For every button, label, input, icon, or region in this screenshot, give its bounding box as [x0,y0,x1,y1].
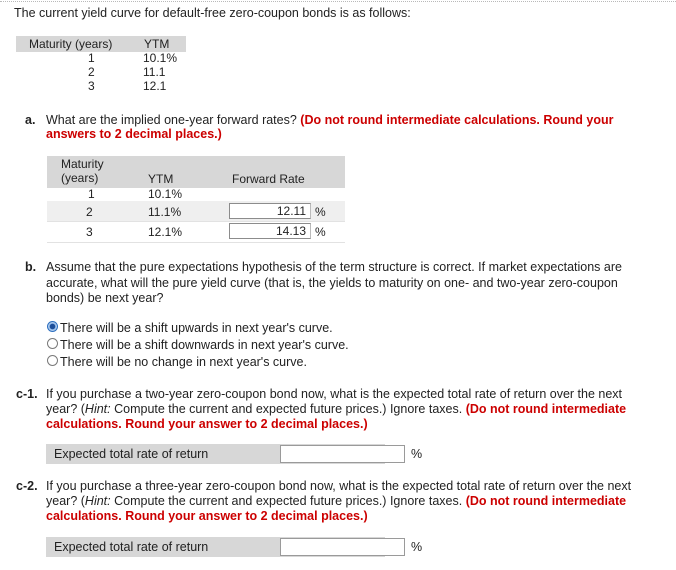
forward-row-ytm: 12.1% [148,225,183,239]
part-a-question-text: What are the implied one-year forward rates? [46,113,301,127]
forward-rate-unit: % [315,225,326,239]
forward-row-maturity: 1 [88,187,95,201]
forward-header-maturity: Maturity (years) [61,157,104,185]
part-c2-hint-text: Compute the current and expected future prices.) Ignore taxes. [110,494,466,508]
part-c1-question-text: If you purchase a two-year zero-coupon bond now, what is the expected total rate of return over the next year? [46,387,623,416]
part-c1-unit: % [411,447,423,461]
part-c2-question-text: If you purchase a three-year zero-coupon bond now, what is the expected total rate of return over the next year? [46,479,632,508]
yield-header-ytm: YTM [144,37,170,51]
option-shift-up-label[interactable]: There will be a shift upwards in next year's curve. [60,321,333,335]
yield-header-maturity: Maturity (years) [29,37,113,51]
forward-header-ytm: YTM [148,172,174,186]
part-c1-hint-label: Hint: [84,402,111,416]
yield-row-maturity: 1 [88,51,95,65]
row-divider [47,242,345,243]
part-c2-instruction: (Do not round intermediate calculations. Round your answer to 2 decimal places.) [46,494,627,523]
part-c2-label: c-2. [16,479,38,493]
forward-rate-input-year3[interactable]: 14.13 [229,223,311,239]
part-a-instruction: (Do not round intermediate calculations. Round your answers to 2 decimal places.) [46,113,614,141]
intro-text: The current yield curve for default-free zero-coupon bonds is as follows: [14,6,411,20]
forward-rate-input-year2[interactable]: 12.11 [229,203,311,219]
part-c2-answer-row [46,537,423,557]
option-no-change-label[interactable]: There will be no change in next year's curve. [60,355,307,369]
top-divider [0,1,676,2]
yield-row-ytm: 11.1 [143,65,166,79]
forward-row-ytm: 10.1% [148,187,183,201]
yield-row-maturity: 2 [88,65,95,79]
part-c2-question: If you purchase a three-year zero-coupon bond now, what is the expected total rate of return over the next year? (Hint: Compute the current and expected future prices.) Ignore taxes. (Do not round intermediate calculations. Round your answer to 2 decimal places.) [46,479,632,523]
part-a-question [46,113,646,141]
part-c2-answer-input[interactable] [280,538,405,556]
row-divider [47,221,345,222]
yield-row-ytm: 12.1 [143,79,167,93]
yield-row-ytm: 10.1% [143,51,178,65]
forward-rate-unit: % [315,205,326,219]
forward-header-rate: Forward Rate [232,172,305,186]
part-c1-label: c-1. [16,387,38,401]
forward-row-maturity: 3 [86,225,93,239]
part-a-label: a. [25,113,36,127]
forward-row-ytm: 11.1% [148,205,182,219]
part-c2-answer-label: Expected total rate of return [54,540,209,554]
part-c1-answer-input[interactable] [280,445,405,463]
radio-option-shift-down[interactable] [47,338,58,349]
radio-option-no-change[interactable] [47,355,58,366]
part-c1-answer-label: Expected total rate of return [54,447,209,461]
forward-row-maturity: 2 [86,205,93,219]
part-c1-answer-row [46,444,423,464]
part-c2-unit: % [411,540,423,554]
yield-row-maturity: 3 [88,79,95,93]
part-c2-hint-label: Hint: [84,494,111,508]
part-b-question: Assume that the pure expectations hypothesis of the term structure is correct. If market expectations are accurate, what will the pure yield curve (that is, the yields to maturity on one- and two-year zero-coupon bonds) be next year? [46,260,622,305]
part-c1-hint-text: Compute the current and expected future prices.) Ignore taxes. [110,402,466,416]
part-c1-instruction: (Do not round intermediate calculations. Round your answer to 2 decimal places.) [46,402,627,431]
radio-option-shift-up[interactable] [47,321,58,332]
option-shift-down-label[interactable]: There will be a shift downwards in next year's curve. [60,338,349,352]
part-b-label: b. [25,260,37,274]
part-c1-question: If you purchase a two-year zero-coupon bond now, what is the expected total rate of return over the next year? (Hint: Compute the current and expected future prices.) Ignore taxes. (Do not round intermediate calculations. Round your answer to 2 decimal places.) [46,387,627,431]
